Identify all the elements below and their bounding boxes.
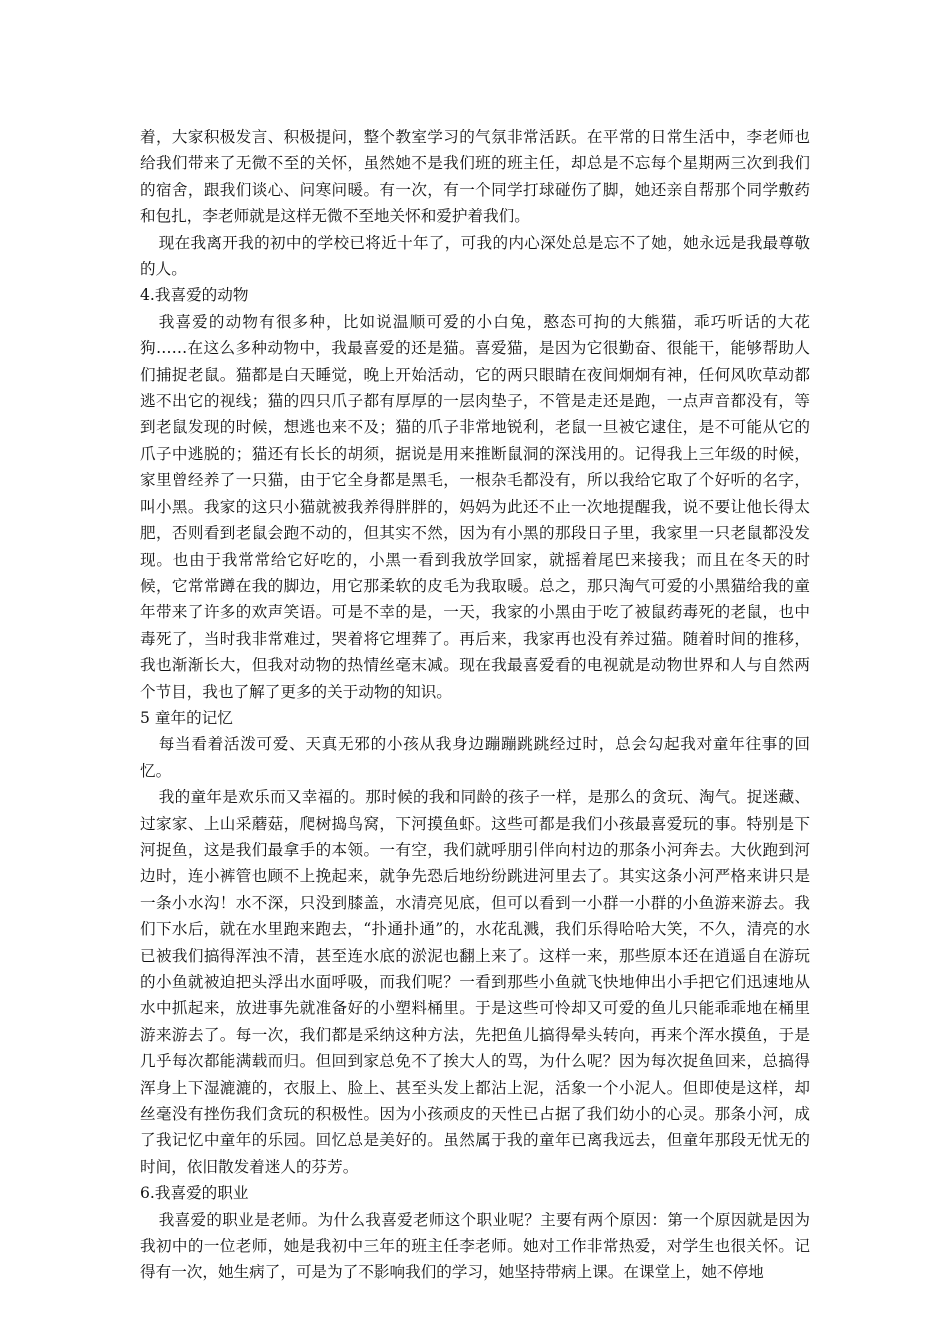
paragraph-favorite-job: 我喜爱的职业是老师。为什么我喜爱老师这个职业呢？主要有两个原因：第一个原因就是因为我初中的一位老师，她是我初中三年的班主任李老师。她对工作非常热爱，对学生也很关怀。记得有一次，她生病了，可是为了不影响我们的学习，她坚持带病上课。在课堂上，她不停地 xyxy=(140,1210,810,1282)
heading-favorite-animal: 4.我喜爱的动物 xyxy=(140,286,249,305)
paragraph-childhood-intro: 每当看着活泼可爱、天真无邪的小孩从我身边蹦蹦跳跳经过时，总会勾起我对童年往事的回忆。 xyxy=(140,735,810,780)
paragraph-remember-teacher: 现在我离开我的初中的学校已将近十年了，可我的内心深处总是忘不了她，她永远是我最尊敬的人。 xyxy=(140,233,810,279)
paragraph-favorite-animal: 我喜爱的动物有很多种，比如说温顺可爱的小白兔，憨态可拘的大熊猫，乖巧听话的大花狗……在这么多种动物中，我最喜爱的还是猫。喜爱猫，是因为它很勤奋、很能干，能够帮助人们捕捉老鼠。猫都是白天睡觉，晚上开始活动，它的两只眼睛在夜间炯炯有神，任何风吹草动都逃不出它的视线；猫的四只爪子都有厚厚的一层肉垫子，不管是走还是跑，一点声音都没有，等到老鼠发现的时候，想逃也来不及；猫的爪子非常地锐利，老鼠一旦被它逮住，是不可能从它的爪子中逃脱的；猫还有长长的胡须，据说是用来推断鼠洞的深浅用的。记得我上三年级的时候，家里曾经养了一只猫，由于它全身都是黑毛，一根杂毛都没有，所以我给它取了个好听的名字，叫小黑。我家的这只小猫就被我养得胖胖的，妈妈为此还不止一次地提醒我，说不要让他长得太肥，否则看到老鼠会跑不动的，但其实不然，因为有小黑的那段日子里，我家里一只老鼠都没发现。也由于我常常给它好吃的，小黑一看到我放学回家，就摇着尾巴来接我；而且在冬天的时候，它常常蹲在我的脚边，用它那柔软的皮毛为我取暖。总之，那只淘气可爱的小黑猫给我的童年带来了许多的欢声笑语。可是不幸的是，一天，我家的小黑由于吃了被鼠药毒死的老鼠，也中毒死了，当时我非常难过，哭着将它埋葬了。再后来，我家再也没有养过猫。随着时间的推移，我也渐渐长大，但我对动物的热情丝毫末减。现在我最喜爱看的电视就是动物世界和人与自然两个节目，我也了解了更多的关于动物的知识。 xyxy=(140,312,810,701)
document-page xyxy=(140,124,810,1286)
heading-childhood-memory: 5 童年的记忆 xyxy=(140,708,233,727)
paragraph-teacher-care: 着，大家积极发言、积极提问，整个教室学习的气氛非常活跃。在平常的日常生活中，李老师也给我们带来了无微不至的关怀，虽然她不是我们班的班主任，却总是不忘每个星期两三次到我们的宿舍，跟我们谈心、问寒问暖。有一次，有一个同学打球碰伤了脚，她还亲自帮那个同学敷药和包扎，李老师就是这样无微不至地关怀和爱护着我们。 xyxy=(140,128,810,226)
heading-favorite-job: 6.我喜爱的职业 xyxy=(140,1184,249,1203)
paragraph-childhood-story: 我的童年是欢乐而又幸福的。那时候的我和同龄的孩子一样，是那么的贪玩、淘气。捉迷藏、过家家、上山采蘑菇，爬树捣鸟窝，下河摸鱼虾。这些可都是我们小孩最喜爱玩的事。特别是下河捉鱼，这是我们最拿手的本领。一有空，我们就呼朋引伴向村边的那条小河奔去。大伙跑到河边时，连小裤管也顾不上挽起来，就争先恐后地纷纷跳进河里去了。其实这条小河严格来讲只是一条小水沟！水不深，只没到膝盖，水清亮见底，但可以看到一小群一小群的小鱼游来游去。我们下水后，就在水里跑来跑去，“扑通扑通”的，水花乱溅，我们乐得哈哈大笑，不久，清亮的水已被我们搞得浑浊不清，甚至连水底的淤泥也翻上来了。这样一来，那些原本还在逍遥自在游玩的小鱼就被迫把头浮出水面呼吸，而我们呢？一看到那些小鱼就飞快地伸出小手把它们迅速地从水中抓起来，放进事先就准备好的小塑料桶里。于是这些可怜却又可爱的鱼儿只能乖乖地在桶里游来游去了。每一次，我们都是采纳这种方法，先把鱼儿搞得晕头转向，再来个浑水摸鱼，于是几乎每次都能满载而归。但回到家总免不了挨大人的骂，为什么呢？因为每次捉鱼回来，总搞得浑身上下湿漉漉的，衣服上、脸上、甚至头发上都沾上泥，活象一个小泥人。但即使是这样，却丝毫没有挫伤我们贪玩的积极性。因为小孩顽皮的天性已占据了我们幼小的心灵。那条小河，成了我记忆中童年的乐园。回忆总是美好的。虽然属于我的童年已离我远去，但童年那段无忧无的时间，依旧散发着迷人的芬芳。 xyxy=(140,788,810,1176)
